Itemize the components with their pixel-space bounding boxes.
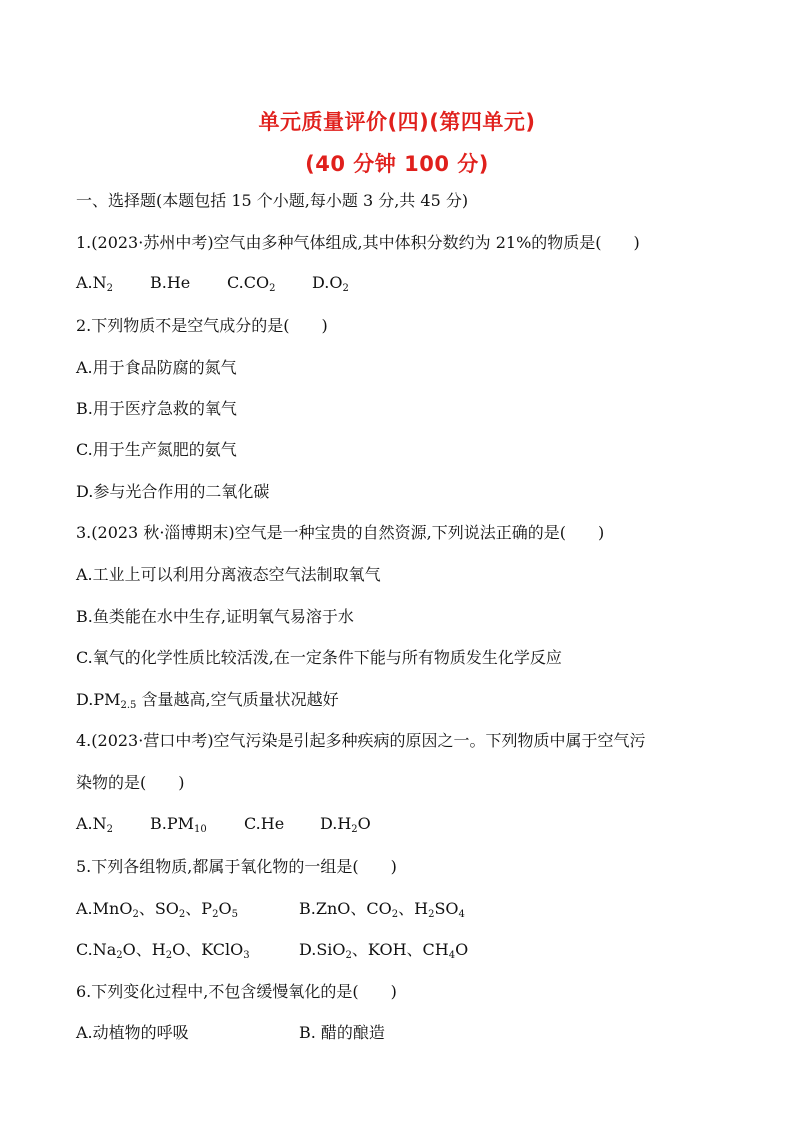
section-heading: 一、选择题(本题包括 15 个小题,每小题 3 分,共 45 分) [76, 191, 469, 210]
question-3-option-d: $D.PM_{2.5}$ 含量越高,空气质量状况越好 [76, 690, 339, 711]
option-c: C.He [244, 814, 285, 833]
option-a: $A.N_2$ [76, 814, 114, 835]
option-a: $A.N_2$ [76, 273, 114, 294]
question-2-option-a: A.用于食品防腐的氮气 [76, 358, 237, 377]
question-5-stem: 5.下列各组物质,都属于氧化物的一组是( ) [76, 857, 397, 876]
question-3-option-c: C.氧气的化学性质比较活泼,在一定条件下能与所有物质发生化学反应 [76, 648, 562, 667]
question-2-option-b: B.用于医疗急救的氧气 [76, 399, 237, 418]
question-2-option-c: C.用于生产氮肥的氨气 [76, 440, 237, 459]
page-subtitle: (40 分钟 100 分) [305, 152, 489, 176]
option-d: $D.H_2O$ [320, 814, 371, 835]
option-d: $D.O_2$ [312, 273, 349, 294]
question-3-stem: 3.(2023 秋·淄博期末)空气是一种宝贵的自然资源,下列说法正确的是( ) [76, 523, 605, 542]
option-c: $C.Na_2O$、$H_2O$、KClO$_3$ [76, 940, 250, 961]
option-d: D.SiO$_2$、KOH、$CH_4O$ [299, 940, 469, 961]
option-b: B.ZnO、$CO_2$、$H_2SO_4$ [299, 899, 465, 920]
question-2-stem: 2.下列物质不是空气成分的是( ) [76, 316, 328, 335]
question-3-option-b: B.鱼类能在水中生存,证明氧气易溶于水 [76, 607, 354, 626]
option-a: A.动植物的呼吸 [76, 1023, 189, 1042]
option-a: A.MnO$_2$、$SO_2$、$P_2O_5$ [76, 899, 238, 920]
question-1-stem: 1.(2023·苏州中考)空气由多种气体组成,其中体积分数约为 21%的物质是( ) [76, 233, 640, 252]
option-b: $B.PM_{10}$ [150, 814, 207, 835]
option-b: B. 醋的酿造 [299, 1023, 385, 1042]
question-4-stem-line1: 4.(2023·营口中考)空气污染是引起多种疾病的原因之一。下列物质中属于空气污 [76, 731, 646, 750]
question-6-stem: 6.下列变化过程中,不包含缓慢氧化的是( ) [76, 982, 397, 1001]
question-3-option-a: A.工业上可以利用分离液态空气法制取氧气 [76, 565, 381, 584]
option-c: $C.CO_2$ [227, 273, 276, 294]
page-title: 单元质量评价(四)(第四单元) [258, 110, 536, 134]
question-4-stem-line2: 染物的是( ) [76, 773, 185, 792]
option-b: B.He [150, 273, 191, 292]
question-2-option-d: D.参与光合作用的二氧化碳 [76, 482, 270, 501]
